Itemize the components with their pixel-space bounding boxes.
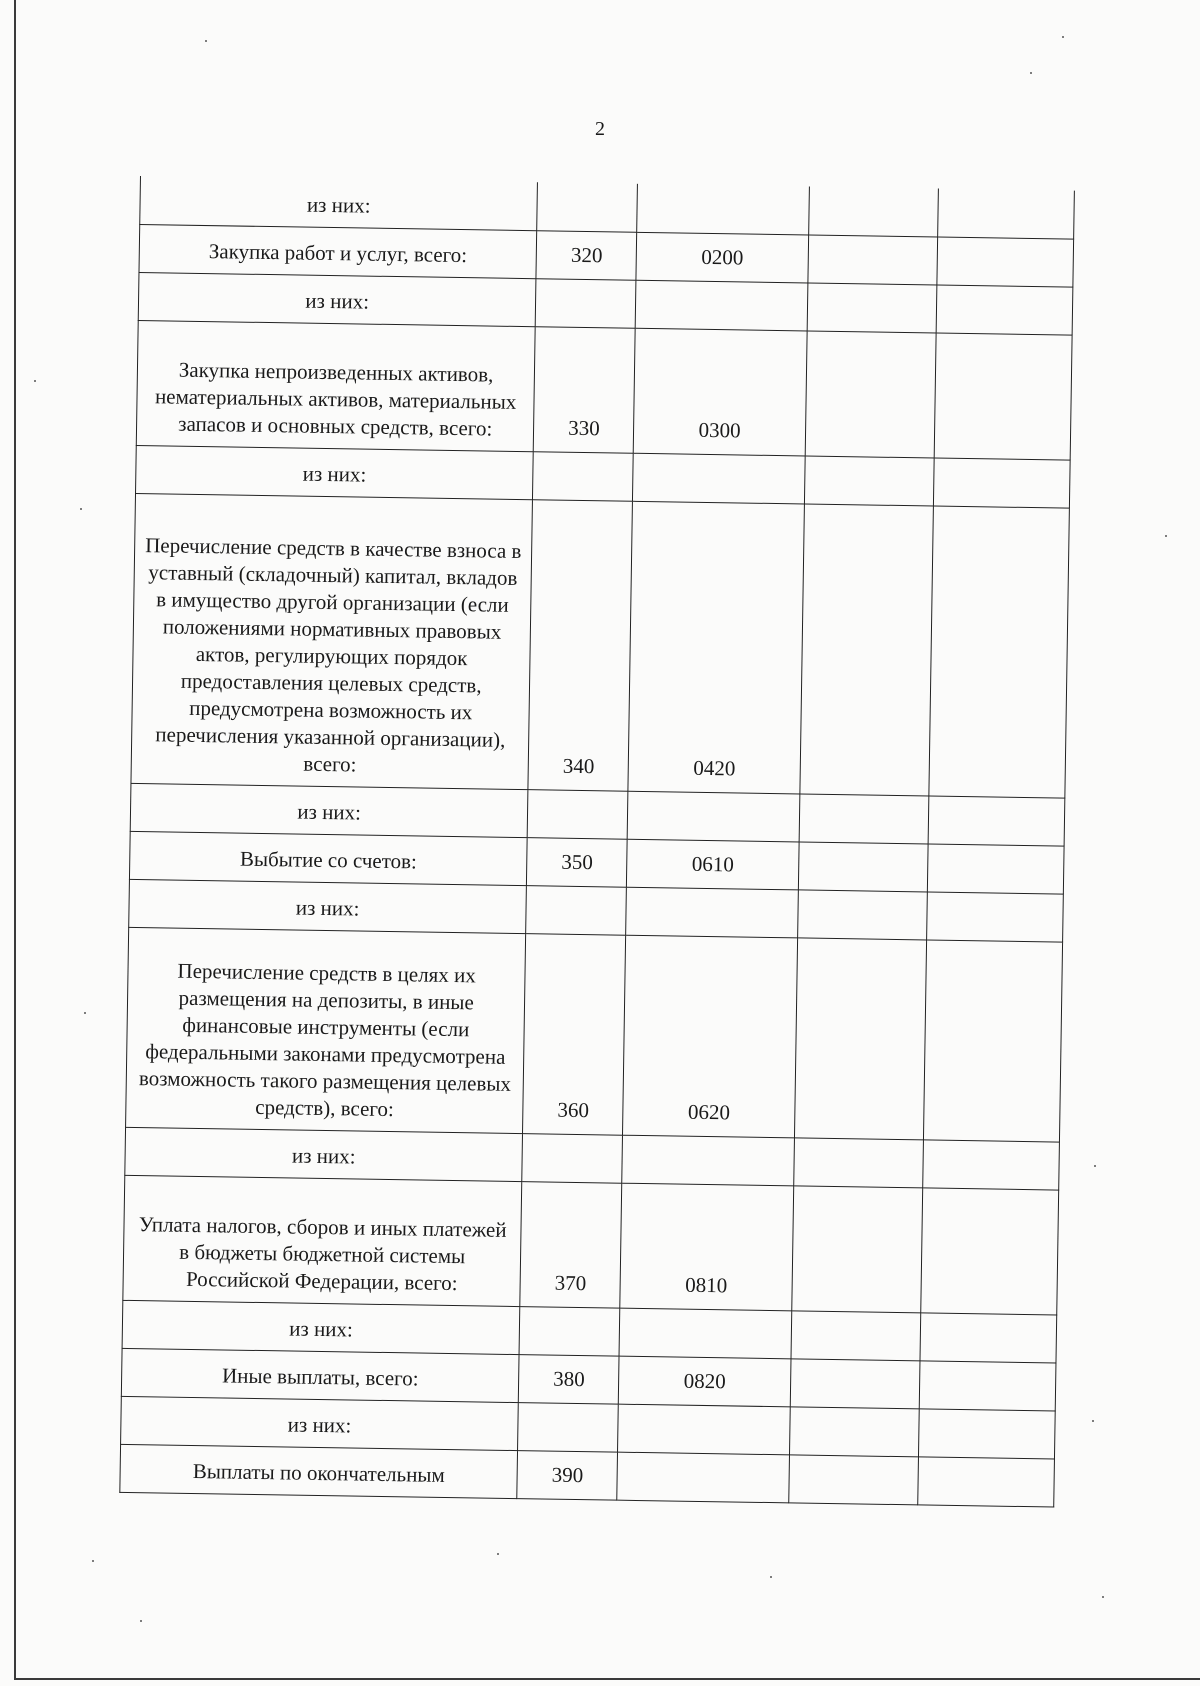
empty-cell bbox=[927, 843, 1064, 893]
scan-speck bbox=[1030, 72, 1032, 74]
empty-cell bbox=[934, 333, 1072, 460]
scan-speck bbox=[34, 380, 36, 382]
row-code bbox=[637, 184, 809, 235]
row-code bbox=[622, 1135, 794, 1186]
row-line-number bbox=[533, 451, 634, 501]
table-row bbox=[131, 493, 1069, 798]
empty-cell bbox=[789, 1406, 919, 1456]
row-line-number bbox=[527, 789, 628, 839]
row-line-number: 350 bbox=[527, 837, 628, 887]
row-name: из них: bbox=[121, 1396, 519, 1450]
scan-speck bbox=[92, 1560, 94, 1562]
row-code: 0620 bbox=[623, 935, 797, 1138]
page-number: 2 bbox=[595, 118, 605, 140]
row-line-number: 340 bbox=[528, 499, 633, 791]
empty-cell bbox=[920, 1187, 1058, 1314]
row-line-number: 330 bbox=[534, 326, 636, 453]
empty-cell bbox=[805, 330, 936, 457]
row-name: Выбытие со счетов: bbox=[129, 831, 527, 885]
row-line-number bbox=[536, 278, 637, 328]
row-code: 0300 bbox=[634, 328, 807, 456]
empty-cell bbox=[936, 285, 1073, 335]
row-name: Иные выплаты, всего: bbox=[121, 1348, 519, 1402]
row-code: 0820 bbox=[619, 1356, 791, 1407]
row-name: Перечисление средств в качестве взноса в уставный (складочный) капитал, вкладов в имущество другой организации (если положениями нормативных правовых актов, регулирующих порядок предоставления целевых средств, предусмотрена возможность их перечисления указанной организации), всего: bbox=[131, 493, 533, 789]
empty-cell bbox=[799, 793, 929, 843]
empty-cell bbox=[807, 283, 937, 333]
row-code bbox=[619, 1308, 791, 1359]
empty-cell bbox=[917, 1456, 1054, 1506]
row-name: Перечисление средств в целях их размещения на депозиты, в иные финансовые инструменты (если федеральными законами предусмотрена возможность такого размещения целевых средств), всего: bbox=[126, 927, 526, 1133]
row-name: Выплаты по окончательным bbox=[120, 1444, 518, 1498]
scan-speck bbox=[1092, 1420, 1094, 1422]
row-line-number: 390 bbox=[517, 1450, 618, 1500]
empty-cell bbox=[791, 1185, 922, 1312]
empty-cell bbox=[922, 1139, 1059, 1189]
empty-cell bbox=[808, 235, 938, 285]
row-name: Закупка непроизведенных активов, нематериальных активов, материальных запасов и основных средств, всего: bbox=[136, 320, 535, 451]
row-name: из них: bbox=[130, 783, 528, 837]
empty-cell bbox=[920, 1312, 1057, 1362]
empty-cell bbox=[797, 889, 927, 939]
row-code: 0200 bbox=[636, 232, 808, 283]
row-line-number: 320 bbox=[536, 230, 637, 280]
row-name: из них: bbox=[136, 445, 534, 499]
empty-cell bbox=[929, 505, 1070, 797]
row-name: из них: bbox=[129, 879, 527, 933]
scan-speck bbox=[205, 40, 207, 42]
row-name: Закупка работ и услуг, всего: bbox=[139, 224, 537, 278]
row-code bbox=[626, 887, 798, 938]
row-name: из них: bbox=[140, 176, 538, 230]
scan-speck bbox=[1062, 36, 1064, 38]
row-line-number bbox=[522, 1133, 623, 1183]
empty-cell bbox=[804, 455, 934, 505]
scan-speck bbox=[140, 1620, 142, 1622]
row-name: из них: bbox=[138, 272, 536, 326]
empty-cell bbox=[794, 937, 926, 1139]
row-code bbox=[633, 453, 805, 504]
row-line-number bbox=[518, 1402, 619, 1452]
scan-speck bbox=[84, 1012, 86, 1014]
scan-speck bbox=[497, 1553, 499, 1555]
empty-cell bbox=[800, 503, 934, 795]
scan-edge-bottom bbox=[14, 1678, 1200, 1680]
payments-table bbox=[119, 176, 1075, 1507]
empty-cell bbox=[928, 795, 1065, 845]
row-name: из них: bbox=[125, 1127, 523, 1181]
row-line-number: 370 bbox=[520, 1181, 622, 1308]
row-name: из них: bbox=[122, 1300, 520, 1354]
empty-cell bbox=[790, 1358, 920, 1408]
row-line-number bbox=[537, 182, 638, 232]
empty-cell bbox=[919, 1360, 1056, 1410]
row-line-number: 380 bbox=[519, 1354, 620, 1404]
row-code bbox=[636, 280, 808, 331]
empty-cell bbox=[937, 189, 1074, 239]
empty-cell bbox=[933, 458, 1070, 508]
scan-edge-left bbox=[14, 0, 16, 1680]
scan-speck bbox=[80, 508, 82, 510]
empty-cell bbox=[923, 939, 1062, 1141]
empty-cell bbox=[798, 841, 928, 891]
scan-speck bbox=[1165, 535, 1167, 537]
scan-speck bbox=[1094, 1165, 1096, 1167]
empty-cell bbox=[808, 187, 938, 237]
table-row bbox=[123, 1175, 1059, 1315]
table-row bbox=[136, 320, 1072, 460]
empty-cell bbox=[791, 1310, 921, 1360]
scan-speck bbox=[770, 1576, 772, 1578]
row-code bbox=[617, 1452, 789, 1503]
empty-cell bbox=[937, 237, 1074, 287]
row-code: 0810 bbox=[620, 1183, 793, 1311]
row-line-number bbox=[526, 885, 627, 935]
row-code: 0420 bbox=[628, 501, 804, 794]
row-line-number: 360 bbox=[523, 933, 626, 1135]
empty-cell bbox=[926, 891, 1063, 941]
empty-cell bbox=[918, 1408, 1055, 1458]
row-line-number bbox=[519, 1306, 620, 1356]
row-name: Уплата налогов, сборов и иных платежей в бюджеты бюджетной системы Российской Федерации, всего: bbox=[123, 1175, 522, 1306]
empty-cell bbox=[793, 1137, 923, 1187]
table-row bbox=[126, 927, 1063, 1142]
row-code bbox=[628, 791, 800, 842]
row-code: 0610 bbox=[627, 839, 799, 890]
scan-speck bbox=[1102, 1596, 1104, 1598]
empty-cell bbox=[788, 1454, 918, 1504]
row-code bbox=[618, 1404, 790, 1455]
